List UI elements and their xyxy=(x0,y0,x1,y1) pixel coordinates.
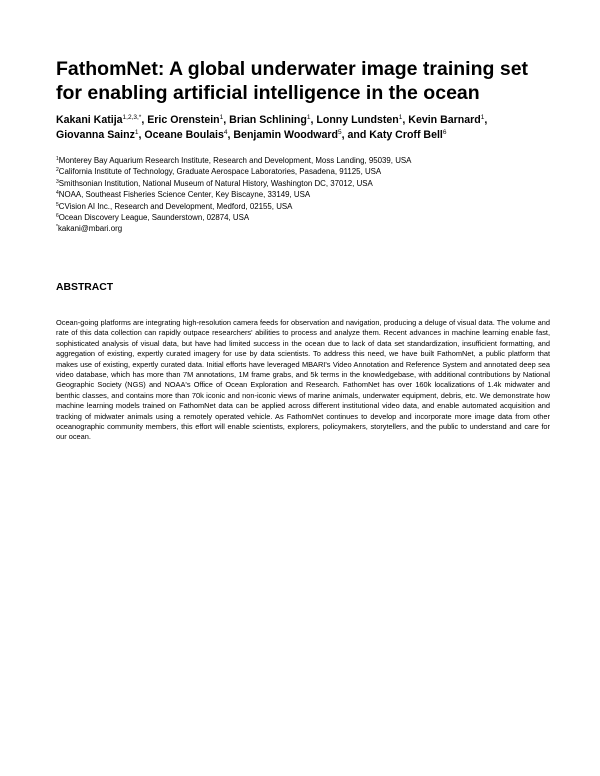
affiliation: $^6$Ocean Discovery League, Saunderstown, 02874, USA xyxy=(56,213,250,223)
author-affiliation-mark: 1,2,3,* xyxy=(122,114,142,121)
author-list xyxy=(56,113,556,142)
author-affiliation-mark: 1 xyxy=(134,128,139,136)
affiliation: $^4$NOAA, Southeast Fisheries Science Center, Key Biscayne, 33149, USA xyxy=(56,190,311,200)
affiliation: $^2$California Institute of Technology, Graduate Aerospace Laboratories, Pasadena, 91125, USA xyxy=(56,167,382,177)
author-affiliation-mark: 1 xyxy=(480,114,485,121)
author: Katy Croff Bell$^6$ xyxy=(369,128,447,141)
affiliation: $^5$CVision AI Inc., Research and Development, Medford, 02155, USA xyxy=(56,201,293,211)
author: Kevin Barnard$^1$, xyxy=(408,114,488,126)
affiliation-list xyxy=(56,155,556,235)
author-affiliation-mark: 1 xyxy=(219,114,224,121)
abstract-body: Ocean-going platforms are integrating high-resolution camera feeds for observation and navigation, producing a deluge of visual data. The volume and rate of this data collection can rapidly outpace researchers' abilities to process and analyze them. Recent advances in machine learning enable fast, sophisticated analysis of visual data, but have had limited success in the ocean due to lack of data set standardization, insufficient formatting, and aggregation of existing, expertly curated imagery for use by data scientists. To address this need, we have built FathomNet, a public platform that makes use of existing, expertly curated data. Initial efforts have leveraged MBARI's Video Annotation and Reference System and annotated deep sea video database, which has more than 7M annotations, 1M frame grabs, and 5k terms in the knowledgebase, with additional contributions by National Geographic Society (NGS) and NOAA's Office of Ocean Exploration and Research. FathomNet has over 160k localizations of 1.4k midwater and benthic classes, and contains more than 70k iconic and non-iconic views of marine animals, underwater equipment, debris, etc. We demonstrate how machine learning models trained on FathomNet data can be applied across different institutional video data, and enable automated acquisition and tracking of midwater animals using a remotely operated vehicle. As FathomNet continues to develop and incorporate more image data from other oceanographic community members, this effort will enable scientists, explorers, policymakers, storytellers, and the public to understand and care for our ocean. xyxy=(56,318,550,442)
author-affiliation-mark: 6 xyxy=(442,128,447,136)
author-affiliation-mark: 4 xyxy=(223,128,228,136)
author: Oceane Boulais$^4$, xyxy=(144,128,234,141)
author: Benjamin Woodward$^5$, and xyxy=(233,128,370,141)
author-affiliation-mark: 1 xyxy=(306,114,311,121)
paper-title: FathomNet: A global underwater image training set for enabling artificial intelligence in the ocean xyxy=(56,58,529,104)
author: Brian Schlining$^1$, xyxy=(229,114,317,126)
affiliation: $^1$Monterey Bay Aquarium Research Institute, Research and Development, Moss Landing, 95039, USA xyxy=(56,156,412,165)
author: Giovanna Sainz$^1$, xyxy=(56,128,145,141)
corresponding-email[interactable]: *kakani@mbari.org xyxy=(56,224,123,234)
author: Kakani Katija$^{1,2,3,*}$, xyxy=(56,114,148,126)
abstract-heading: ABSTRACT xyxy=(56,282,114,293)
author-affiliation-mark: 5 xyxy=(337,128,342,136)
affiliation: $^3$Smithsonian Institution, National Museum of Natural History, Washington DC, 37012, USA xyxy=(56,178,373,188)
author-affiliation-mark: 1 xyxy=(398,114,403,121)
author: Eric Orenstein$^1$, xyxy=(147,114,230,126)
author: Lonny Lundsten$^1$, xyxy=(316,114,409,126)
